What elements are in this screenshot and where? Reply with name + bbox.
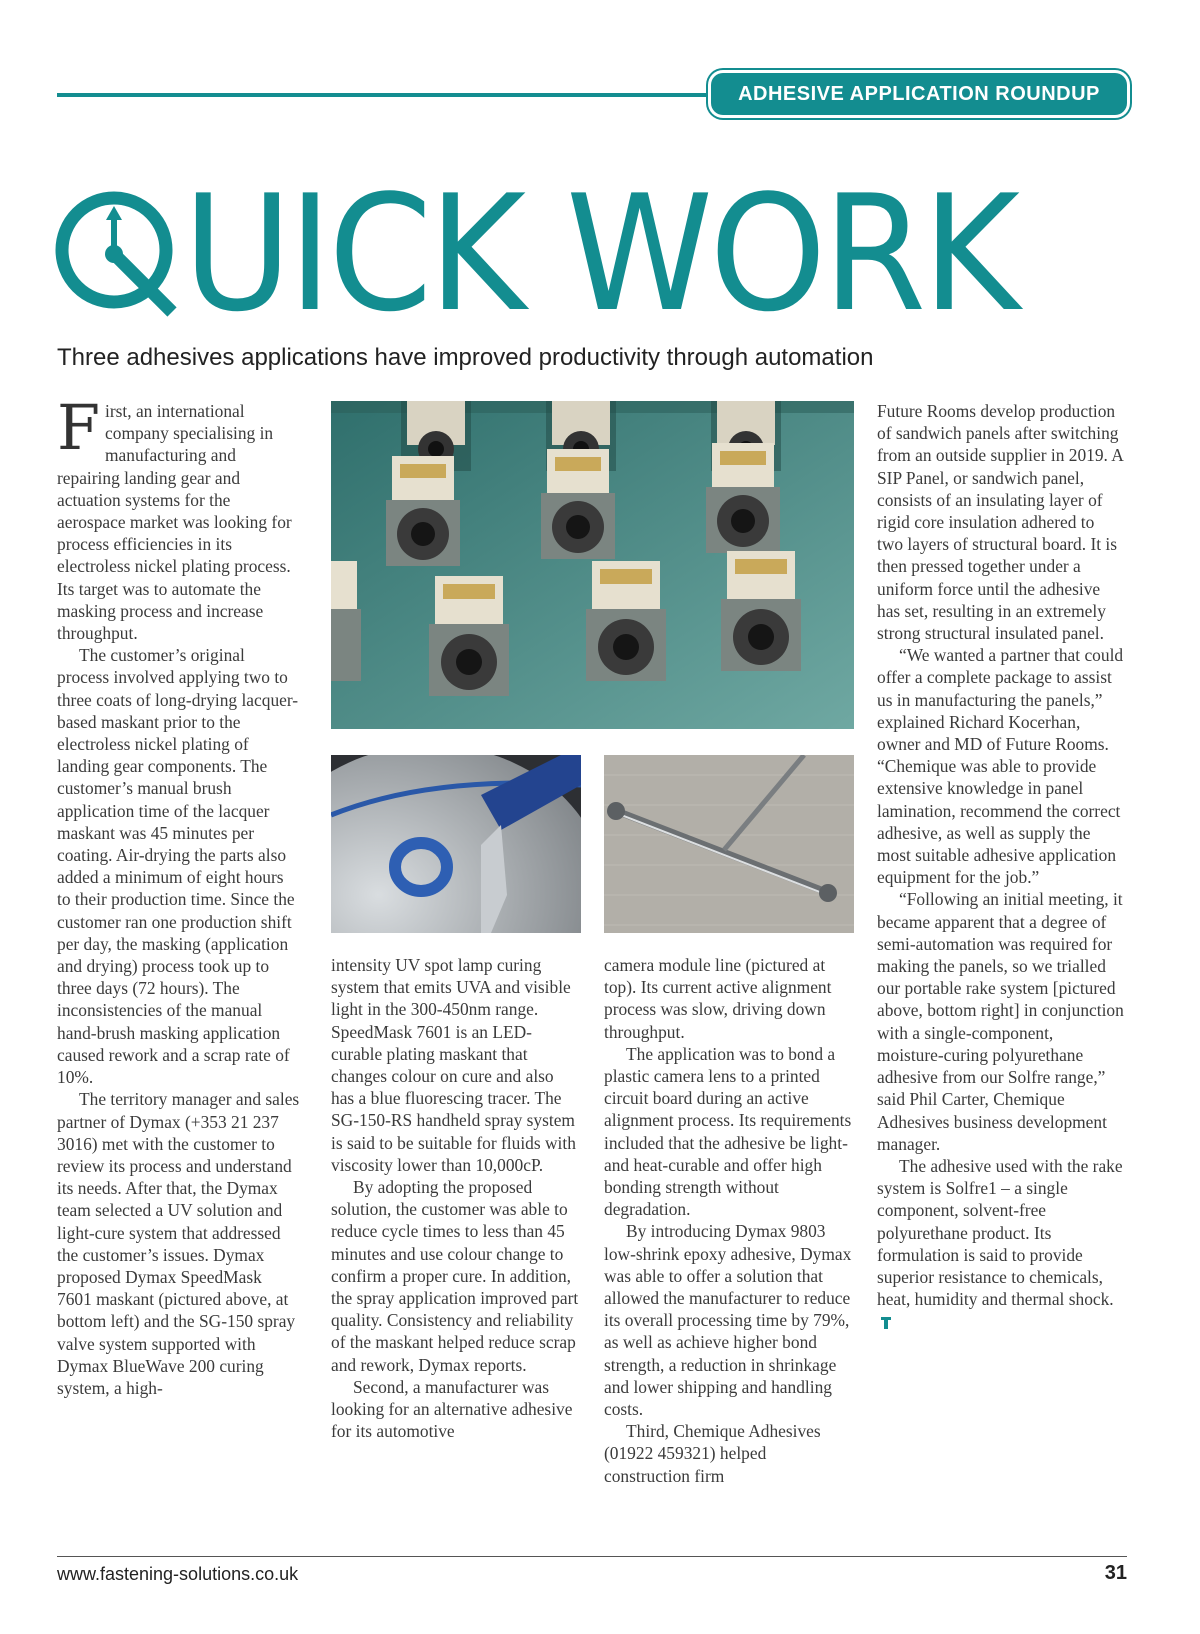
paragraph: By adopting the proposed solution, the customer was able to reduce cycle times to less than 45 minutes and use colour change to confirm a proper cure. In addition, the spray application improved part quality. Consistency and reliability of the maskant helped reduce scrap and rework, Dymax reports. — [331, 1177, 579, 1375]
paragraph: intensity UV spot lamp curing system that emits UVA and visible light in the 300-450nm range. SpeedMask 7601 is an LED-curable plating maskant that changes colour on cure and also has a blue fluorescing tracer. The SG-150-RS handheld spray system is said to be suitable for fluids with viscosity lower than 10,000cP. — [331, 955, 576, 1175]
clock-q-icon — [50, 186, 190, 326]
maskant-application-photo — [331, 755, 581, 933]
paragraph: The adhesive used with the rake system is Solfre1 – a single component, solvent-free polyurethane product. Its formulation is said to provide superior resistance to chemicals, heat, humidity and thermal shock. — [877, 1155, 1123, 1310]
section-tag-label: ADHESIVE APPLICATION ROUNDUP — [738, 83, 1100, 105]
paragraph: “Following an initial meeting, it became apparent that a degree of semi-automation was required for making the panels, so we trialled our portable rake system [pictured above, bottom right] in conjunction with a single-component, moisture-curing polyurethane adhesive from our Solfre range,” said Phil Carter, Chemique Adhesives business development manager. — [877, 889, 1124, 1154]
rake-system-photo — [604, 755, 854, 933]
paragraph: By introducing Dymax 9803 low-shrink epoxy adhesive, Dymax was able to offer a solution that allowed the manufacturer to reduce its overall processing time by 79%, as well as achieve higher bond strength, a reduction in shrinkage and lower shipping and handling costs. — [604, 1221, 852, 1420]
article-column-3 — [604, 954, 854, 1487]
end-of-article-icon — [881, 1317, 891, 1329]
article-column-4 — [877, 400, 1124, 1333]
paragraph: “We wanted a partner that could offer a complete package to assist us in manufacturing the panels,” explained Richard Kocerhan, owner and MD of Future Rooms. “Chemique was able to provide extensive knowledge in panel lamination, recommend the correct adhesive, as well as supply the most suitable adhesive application equipment for the job.” — [877, 645, 1124, 888]
paragraph: The customer’s original process involved applying two to three coats of long-drying lacquer-based maskant prior to the electroless nickel plating of landing gear components. The customer’s manual brush application time of the lacquer maskant was 45 minutes per coating. Air-drying the parts also added a minimum of eight hours to their production time. Since the customer ran one production shift per day, the masking (application and drying) process took up to three days (72 hours). The inconsistencies of the manual hand-brush masking application caused rework and a scrap rate of 10%. — [57, 645, 299, 1088]
paragraph: Second, a manufacturer was looking for an alternative adhesive for its automotive — [331, 1376, 573, 1442]
camera-modules-photo — [331, 401, 854, 729]
page-title — [50, 160, 1160, 347]
footer-rule — [57, 1556, 1127, 1557]
paragraph: camera module line (pictured at top). Its current active alignment process was slow, driving down throughput. — [604, 955, 832, 1042]
subtitle: Three adhesives applications have improved productivity through automation — [57, 344, 874, 371]
paragraph: Third, Chemique Adhesives (01922 459321) helped construction firm — [604, 1421, 821, 1486]
article-column-1 — [57, 391, 300, 1399]
section-tag — [711, 73, 1127, 115]
header-rule — [57, 93, 717, 97]
article-column-2 — [331, 954, 581, 1442]
paragraph: irst, an international company specialising in manufacturing and repairing landing gear and actuation systems for the aerospace market was looking for process efficiencies in its electroless nickel plating process. Its target was to automate the masking process and increase throughput. — [57, 401, 292, 644]
title-text: UICK WORK — [183, 160, 1017, 347]
paragraph: The territory manager and sales partner of Dymax (+353 21 237 3016) met with the customer to review its process and understand its needs. After that, the Dymax team selected a UV solution and light-cure system that addressed the customer’s issues. Dymax proposed Dymax SpeedMask 7601 maskant (pictured above, at bottom left) and the SG-150 spray valve system supported with Dymax BlueWave 200 curing system, a high- — [57, 1089, 300, 1398]
footer-url[interactable]: www.fastening-solutions.co.uk — [57, 1564, 299, 1584]
drop-cap: F — [57, 391, 101, 464]
paragraph: Future Rooms develop production of sandwich panels after switching from an outside supplier in 2019. A SIP Panel, or sandwich panel, consists of an insulating layer of rigid core insulation adhered to two layers of structural board. It is then pressed together under a uniform force until the adhesive has set, resulting in an extremely strong structural insulated panel. — [877, 401, 1123, 644]
page-number: 31 — [1104, 1562, 1127, 1584]
paragraph: The application was to bond a plastic camera lens to a printed circuit board during an active alignment process. Its requirements included that the adhesive be light- and heat-curable and offer high bonding strength without degradation. — [604, 1043, 852, 1220]
